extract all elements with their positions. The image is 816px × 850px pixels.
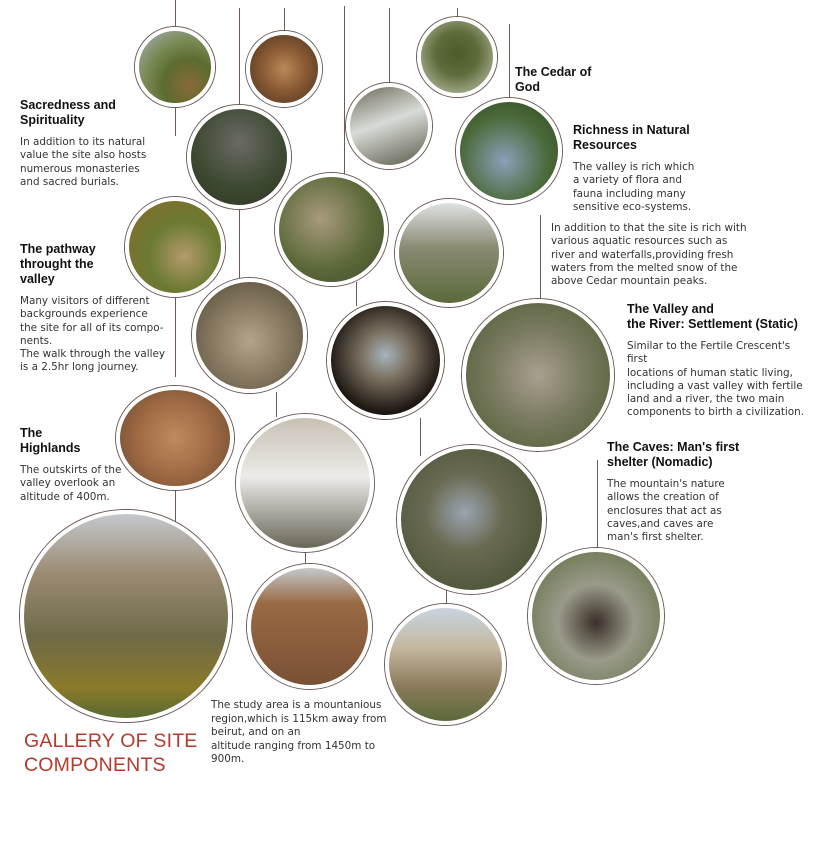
section-pathway bbox=[20, 242, 175, 375]
section-cedar bbox=[515, 65, 635, 95]
section-sacredness bbox=[20, 98, 170, 189]
heading-sacredness: Sacredness and Spirituality bbox=[20, 98, 116, 127]
connector-line bbox=[420, 418, 421, 456]
study-area-text: The study area is a mountanious region,which is 115km away from beirut, and on an altitude ranging from 1450m to 900m. bbox=[211, 699, 387, 765]
connector-line bbox=[389, 8, 390, 84]
connector-line bbox=[276, 392, 277, 417]
photo-cedar-tree bbox=[417, 17, 497, 97]
photo-old-tower bbox=[385, 604, 506, 725]
photo-cave-opening bbox=[327, 302, 444, 419]
connector-line bbox=[597, 460, 598, 550]
text-valley-river: Similar to the Fertile Crescent's first locations of human static living, including a vast valley with fertile land and a river, the two main components to birth a civilization. bbox=[627, 340, 805, 419]
connector-line bbox=[509, 24, 510, 100]
photo-rock-arch bbox=[397, 445, 546, 594]
connector-line bbox=[540, 215, 541, 302]
connector-line bbox=[239, 8, 240, 108]
connector-line bbox=[344, 6, 345, 176]
text-sacredness: In addition to its natural value the site also hosts numerous monasteries and sacred burials. bbox=[20, 136, 147, 188]
photo-rock-wall bbox=[247, 564, 372, 689]
connector-line bbox=[175, 487, 176, 522]
photo-cliff-terrace bbox=[275, 173, 388, 286]
heading-richness: Richness in Natural Resources bbox=[573, 123, 690, 152]
section-highlands bbox=[20, 426, 150, 504]
photo-highlands-mountain bbox=[20, 510, 232, 722]
connector-line bbox=[356, 282, 357, 306]
photo-river-stream bbox=[456, 98, 562, 204]
gallery-title: GALLERY OF SITE COMPONENTS bbox=[24, 730, 198, 776]
heading-pathway: The pathway throught the valley bbox=[20, 242, 96, 286]
connector-line bbox=[284, 8, 285, 33]
heading-cedar: The Cedar of God bbox=[515, 65, 592, 94]
section-aquatic bbox=[551, 222, 771, 288]
connector-line bbox=[175, 0, 176, 30]
photo-valley-river-settlement bbox=[462, 299, 614, 451]
text-richness: The valley is rich which a variety of flora and fauna including many sensitive eco-systems. bbox=[573, 161, 695, 213]
section-caves bbox=[607, 440, 777, 544]
section-valley-river bbox=[627, 302, 812, 420]
photo-misty-gorge bbox=[236, 414, 374, 552]
photo-cave-shelter bbox=[528, 548, 664, 684]
photo-cross-mountain bbox=[135, 27, 215, 107]
heading-valley-river: The Valley and the River: Settlement (Static) bbox=[627, 302, 798, 331]
heading-caves: The Caves: Man's first shelter (Nomadic) bbox=[607, 440, 740, 469]
photo-monastery-cliff bbox=[192, 278, 307, 393]
photo-icons-fresco bbox=[246, 31, 322, 107]
text-pathway: Many visitors of different backgrounds experience the site for all of its compo- nents. The walk through the valley is a 2.5hr long journey. bbox=[20, 295, 166, 374]
photo-signpost bbox=[187, 105, 291, 209]
text-caves: The mountain's nature allows the creation of enclosures that act as caves,and caves are man's first shelter. bbox=[607, 478, 725, 544]
heading-highlands: The Highlands bbox=[20, 426, 81, 455]
photo-valley-gorge bbox=[395, 199, 503, 307]
photo-waterfall bbox=[346, 83, 432, 169]
connector-line bbox=[175, 106, 176, 136]
text-aquatic: In addition to that the site is rich with various aquatic resources such as river and waterfalls,providing fresh waters from the melted snow of the above Cedar mountain peaks. bbox=[551, 222, 747, 288]
connector-line bbox=[239, 208, 240, 278]
section-richness bbox=[573, 123, 743, 214]
connector-line bbox=[175, 292, 176, 377]
text-highlands: The outskirts of the valley overlook an altitude of 400m. bbox=[20, 464, 122, 503]
